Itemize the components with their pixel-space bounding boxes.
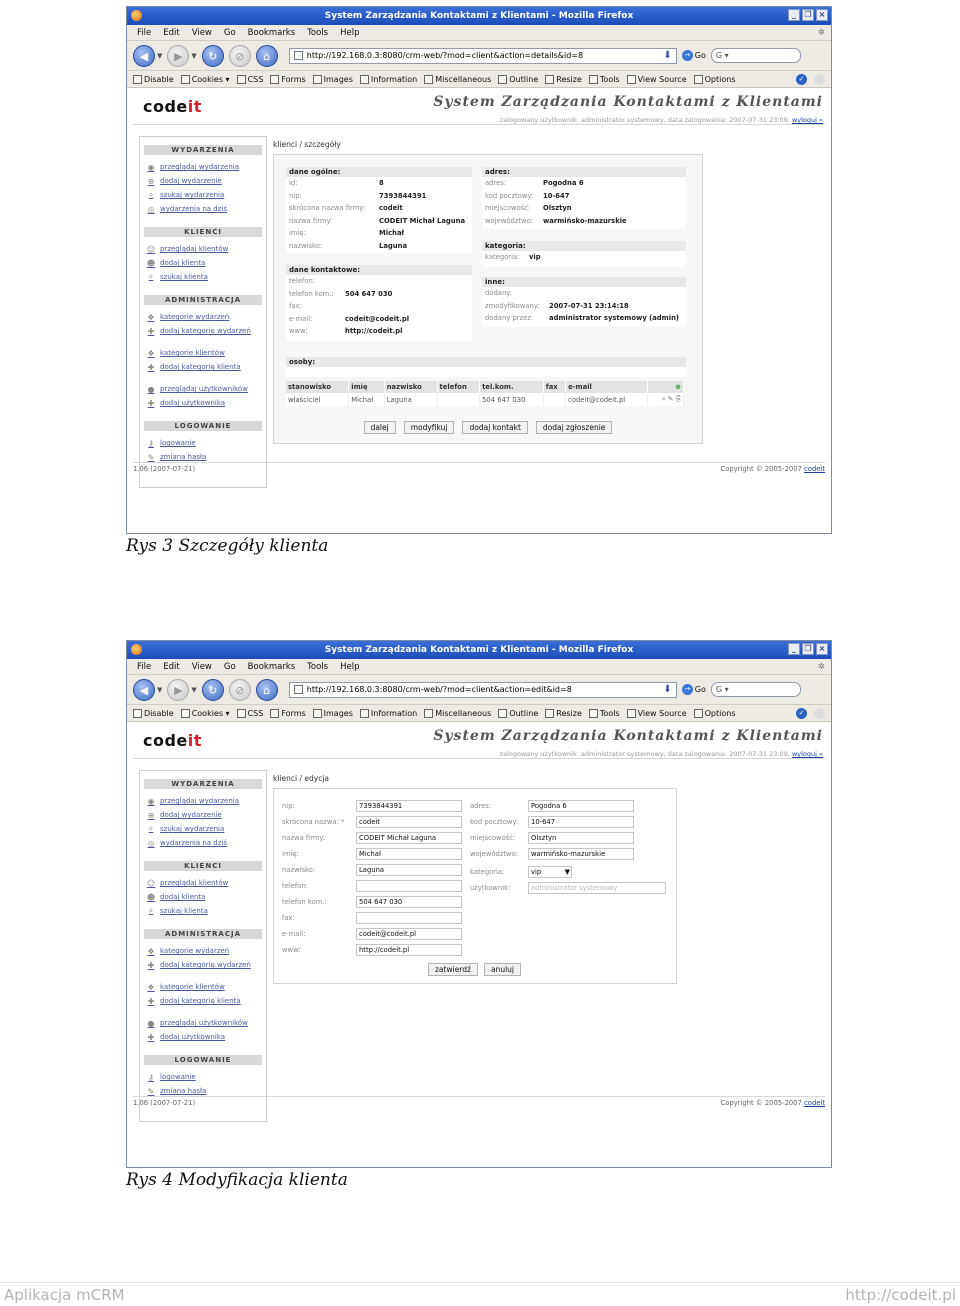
category-select[interactable]: vip ▼ [528, 866, 572, 878]
www-field[interactable]: http://codeit.pl [356, 944, 462, 956]
dev-forms[interactable]: Forms [270, 709, 305, 718]
dev-resize[interactable]: Resize [545, 709, 582, 718]
maximize-button[interactable]: ❐ [802, 9, 814, 21]
menu-tools[interactable]: Tools [307, 661, 329, 672]
sidebar-section-admin: ADMINISTRACJA [144, 929, 262, 939]
outline-icon [498, 709, 507, 718]
general-data-box [286, 167, 472, 253]
sidebar-item-events-today[interactable]: ◎ wydarzenia na dziś [147, 838, 228, 848]
add-contact-button[interactable]: dodaj kontakt [462, 421, 527, 434]
key-icon: ⚷ [148, 438, 154, 448]
field-row: zmodyfikowany: 2007-07-31 23:14:18 [485, 301, 629, 310]
sidebar-item-search-event[interactable]: ⌕ szukaj wydarzenia [144, 188, 262, 202]
menu-go[interactable]: Go [223, 661, 236, 672]
client-edit-form [273, 788, 677, 984]
today-icon: ◎ [147, 838, 155, 848]
contact-data-box [286, 265, 472, 341]
edit-icon: ✎ [667, 395, 674, 403]
sidebar-section-clients: KLIENCI [144, 861, 262, 871]
sidebar-section-events: WYDARZENIA [144, 779, 262, 789]
page-content [127, 88, 831, 497]
system-title: System Zarządzania Kontaktami z Klientami [433, 94, 823, 110]
clients-icon: ☺ [146, 878, 156, 888]
user-info: zalogowany użytkownik: administrator systemowy, data zalogowania: 2007-07-31 23:09, wyloguj » [499, 116, 823, 124]
menu-edit[interactable]: Edit [163, 661, 180, 672]
header-divider [133, 758, 825, 759]
toolbar-close-icon[interactable] [814, 708, 825, 719]
key-icon: ⚷ [148, 1072, 154, 1082]
window-title: System Zarządzania Kontaktami z Klientami - Mozilla Firefox [324, 11, 634, 21]
nip-field[interactable]: 7393844391 [356, 800, 462, 812]
sidebar-item-browse-clients[interactable]: ☺ przeglądaj klientów [146, 244, 229, 254]
sidebar-item-add-event[interactable]: ⊕ dodaj wydarzenie [147, 176, 222, 186]
menu-file[interactable]: File [137, 661, 152, 672]
view-icon: ⌕ [661, 395, 666, 403]
dev-cookies[interactable]: Cookies ▾ [181, 709, 230, 718]
app-footer [133, 462, 825, 473]
section-title: adres: [482, 167, 686, 177]
dev-disable[interactable]: Disable [133, 709, 174, 718]
persons-box [286, 357, 686, 377]
sidebar-section-login: LOGOWANIE [144, 421, 262, 431]
field-row: telefon: [289, 277, 316, 286]
go-button[interactable]: → Go [682, 50, 706, 61]
caption-figure-3: Rys 3 Szczegóły klienta [126, 536, 329, 556]
add-person-icon[interactable]: ⊕ [648, 381, 684, 393]
add-category-icon: ✚ [147, 326, 155, 336]
field-row: telefon kom.: 504 647 030 [289, 289, 393, 298]
field-row: kategoria: vip [485, 253, 541, 262]
reload-button[interactable]: ↻ [202, 679, 224, 701]
page-icon [294, 51, 303, 60]
search-box[interactable]: G ▾ [711, 682, 801, 697]
copyright-text: Copyright © 2005-2007 codeit [720, 465, 825, 473]
lock-icon: ✎ [147, 452, 155, 462]
edit-actions [428, 963, 521, 976]
stop-button[interactable]: ⊘ [229, 679, 251, 701]
first-name-field[interactable]: Michał [356, 848, 462, 860]
dev-resize[interactable]: Resize [545, 75, 582, 84]
miscellaneous-icon [424, 709, 433, 718]
page-content [127, 722, 831, 1131]
app-footer [133, 1096, 825, 1107]
firefox-icon [131, 10, 142, 21]
sidebar-section-admin: ADMINISTRACJA [144, 295, 262, 305]
form-row: e-mail: codeit@codeit.pl [282, 927, 462, 940]
sidebar-item-browse-users[interactable]: ● przeglądaj użytkowników [147, 384, 248, 394]
resize-icon [545, 75, 554, 84]
disable-icon [133, 709, 142, 718]
province-field[interactable]: warmińsko-mazurskie [528, 848, 634, 860]
menu-edit[interactable]: Edit [163, 27, 180, 38]
footer-url[interactable]: http://codeit.pl [845, 1285, 956, 1304]
codeit-link[interactable]: codeit [804, 1099, 825, 1107]
navigation-toolbar [127, 675, 831, 705]
sidebar-item-event-categories[interactable]: ❖ kategorie wydarzeń [147, 946, 230, 956]
form-row: www: http://codeit.pl [282, 943, 462, 956]
modify-button[interactable]: modyfikuj [404, 421, 455, 434]
sidebar-item-browse-users[interactable]: ● przeglądaj użytkowników [147, 1018, 248, 1028]
postal-code-field[interactable]: 10-647 [528, 816, 634, 828]
events-icon: ◉ [147, 162, 155, 172]
version-text: 1.06 (2007-07-21) [133, 465, 196, 473]
form-row: telefon: [282, 879, 462, 892]
dev-options[interactable]: Options [694, 75, 736, 84]
section-title: dane kontaktowe: [286, 265, 472, 275]
sidebar-item-search-event[interactable]: ⌕ szukaj wydarzenia [144, 822, 262, 836]
section-title: osoby: [286, 357, 686, 367]
events-icon: ◉ [147, 796, 155, 806]
menu-tools[interactable]: Tools [307, 27, 329, 38]
sidebar-item-event-categories[interactable]: ❖ kategorie wydarzeń [147, 312, 230, 322]
images-icon [313, 709, 322, 718]
navigation-toolbar [127, 41, 831, 71]
section-title: inne: [482, 277, 686, 287]
forms-icon [270, 709, 279, 718]
window-titlebar [127, 641, 831, 659]
menu-bookmarks[interactable]: Bookmarks [247, 661, 296, 672]
fax-field[interactable] [356, 912, 462, 924]
sidebar [139, 136, 267, 488]
close-button[interactable]: × [816, 643, 828, 655]
category-icon: ❖ [147, 982, 155, 992]
menu-bar [127, 659, 831, 675]
category-icon: ❖ [147, 312, 155, 322]
form-row: skrócona nazwa: * codeit [282, 815, 462, 828]
url-dropdown-icon[interactable]: ⬇ [663, 49, 672, 61]
go-button[interactable]: → Go [682, 684, 706, 695]
url-bar[interactable] [289, 48, 677, 64]
header-divider [133, 124, 825, 125]
options-icon [694, 709, 703, 718]
screenshot-client-details [126, 6, 832, 534]
forward-dropdown-icon[interactable]: ▼ [191, 685, 197, 694]
menu-bar [127, 25, 831, 41]
back-button[interactable]: ◀ [133, 679, 155, 701]
sidebar-item-client-categories[interactable]: ❖ kategorie klientów [147, 348, 225, 358]
codeit-logo: codeit [143, 730, 202, 750]
category-box [482, 241, 686, 267]
reload-button[interactable]: ↻ [202, 45, 224, 67]
url-text: http://192.168.0.3:8080/crm-web/?mod=client&action=details&id=8 [306, 51, 584, 60]
logout-link[interactable]: wyloguj » [791, 116, 823, 124]
cookies-icon [181, 709, 190, 718]
sidebar-item-add-event-category[interactable]: ✚ dodaj kategorię wydarzeń [147, 960, 251, 970]
form-row: adres: Pogodna 6 [470, 799, 634, 812]
field-row: fax: [289, 302, 302, 311]
copyright-text: Copyright © 2005-2007 codeit [720, 1099, 825, 1107]
validation-ok-icon[interactable]: ✓ [796, 708, 807, 719]
sidebar-item-search-client[interactable]: ⌕ szukaj klienta [144, 904, 262, 918]
dev-outline[interactable]: Outline [498, 75, 538, 84]
category-icon: ❖ [147, 348, 155, 358]
sidebar-item-client-categories[interactable]: ❖ kategorie klientów [147, 982, 225, 992]
user-field[interactable]: administrator systemowy [528, 882, 666, 894]
throbber-icon: ✲ [817, 27, 825, 38]
minimize-button[interactable]: _ [788, 643, 800, 655]
form-row: kategoria: vip ▼ [470, 867, 570, 876]
sidebar-item-add-client[interactable]: ☻ dodaj klienta [146, 258, 206, 268]
logout-link[interactable]: wyloguj » [791, 750, 823, 758]
dev-images[interactable]: Images [313, 75, 353, 84]
disable-icon [133, 75, 142, 84]
caption-figure-4: Rys 4 Modyfikacja klienta [126, 1170, 348, 1190]
section-title: dane ogólne: [286, 167, 472, 177]
menu-go[interactable]: Go [223, 27, 236, 38]
url-bar[interactable] [289, 682, 677, 698]
form-row: imię: Michał [282, 847, 462, 860]
company-name-field[interactable]: CODEIT Michał Laguna [356, 832, 462, 844]
home-button[interactable]: ⌂ [256, 679, 278, 701]
add-event-icon: ⊕ [147, 176, 155, 186]
dev-view-source[interactable]: View Source [627, 709, 687, 718]
outline-icon [498, 75, 507, 84]
search-icon: ⌕ [148, 190, 154, 199]
information-icon [360, 709, 369, 718]
persons-table [286, 381, 684, 406]
add-client-icon: ☻ [146, 258, 156, 268]
footer-app-name: Aplikacja mCRM [4, 1285, 125, 1304]
view-source-icon [627, 75, 636, 84]
page-icon [294, 685, 303, 694]
details-actions [274, 421, 702, 434]
sidebar-item-add-event[interactable]: ⊕ dodaj wydarzenie [147, 810, 222, 820]
table-header-row: stanowisko imię nazwisko telefon tel.kom. fax e-mail ⊕ [286, 381, 684, 393]
form-row: nazwisko: Laguna [282, 863, 462, 876]
dev-tools[interactable]: Tools [589, 75, 620, 84]
add-event-icon: ⊕ [147, 810, 155, 820]
add-category-icon: ✚ [147, 362, 155, 372]
other-box [482, 277, 686, 327]
go-icon: → [682, 50, 693, 61]
url-text: http://192.168.0.3:8080/crm-web/?mod=client&action=edit&id=8 [306, 685, 572, 694]
field-row: nazwisko: Laguna [289, 241, 408, 250]
row-action-icons[interactable] [648, 393, 684, 406]
dev-information[interactable]: Information [360, 709, 417, 718]
add-user-icon: ✚ [147, 398, 155, 408]
confirm-button[interactable]: zatwierdź [428, 963, 478, 976]
maximize-button[interactable]: ❐ [802, 643, 814, 655]
short-name-field[interactable]: codeit [356, 816, 462, 828]
dev-tools[interactable]: Tools [589, 709, 620, 718]
resize-icon [545, 709, 554, 718]
menu-help[interactable]: Help [340, 27, 360, 38]
form-row: użytkownik: administrator systemowy [470, 881, 666, 894]
search-icon: ⌕ [148, 824, 154, 833]
today-icon: ◎ [147, 204, 155, 214]
dev-css[interactable]: CSS [237, 709, 264, 718]
sidebar-item-browse-clients[interactable]: ☺ przeglądaj klientów [146, 878, 229, 888]
url-dropdown-icon[interactable]: ⬇ [663, 683, 672, 695]
form-row: miejscowość: Olsztyn [470, 831, 634, 844]
web-developer-toolbar [127, 705, 831, 722]
sidebar-section-login: LOGOWANIE [144, 1055, 262, 1065]
forward-button[interactable]: ▶ [167, 45, 189, 67]
address-field[interactable]: Pogodna 6 [528, 800, 634, 812]
field-row: nip: 7393844391 [289, 191, 427, 200]
users-icon: ● [147, 1018, 155, 1028]
lock-icon: ✎ [147, 1086, 155, 1096]
screenshot-client-edit [126, 640, 832, 1168]
miscellaneous-icon [424, 75, 433, 84]
sidebar-section-events: WYDARZENIA [144, 145, 262, 155]
sidebar-item-change-password[interactable]: ✎ zmiana hasła [147, 1086, 207, 1096]
tools-icon [589, 709, 598, 718]
mobile-field[interactable]: 504 647 030 [356, 896, 462, 908]
form-row: telefon kom.: 504 647 030 [282, 895, 462, 908]
sidebar [139, 770, 267, 1122]
form-row: nip: 7393844391 [282, 799, 462, 812]
field-row: imię: Michał [289, 229, 405, 238]
sidebar-item-search-client[interactable]: ⌕ szukaj klienta [144, 270, 262, 284]
back-dropdown-icon[interactable]: ▼ [157, 685, 163, 694]
breadcrumb: klienci / edycja [273, 774, 329, 783]
back-dropdown-icon[interactable]: ▼ [157, 51, 163, 60]
sidebar-item-browse-events[interactable]: ◉ przeglądaj wydarzenia [147, 796, 240, 806]
version-text: 1.06 (2007-07-21) [133, 1099, 196, 1107]
css-icon [237, 75, 246, 84]
search-icon: ⌕ [148, 272, 154, 281]
field-row: www: http://codeit.pl [289, 327, 403, 336]
add-ticket-button[interactable]: dodaj zgłoszenie [536, 421, 613, 434]
system-title: System Zarządzania Kontaktami z Klientami [433, 728, 823, 744]
field-row: nazwa firmy: CODEIT Michał Laguna [289, 216, 466, 225]
forms-icon [270, 75, 279, 84]
last-name-field[interactable]: Laguna [356, 864, 462, 876]
minimize-button[interactable]: _ [788, 9, 800, 21]
field-row: dodany przez: administrator systemowy (admin) [485, 314, 680, 323]
dev-disable[interactable]: Disable [133, 75, 174, 84]
clients-icon: ☺ [146, 244, 156, 254]
sidebar-item-add-client-category[interactable]: ✚ dodaj kategorię klienta [147, 362, 241, 372]
home-button[interactable]: ⌂ [256, 45, 278, 67]
add-user-icon: ✚ [147, 1032, 155, 1042]
web-developer-toolbar [127, 71, 831, 88]
field-row: dodany: [485, 289, 513, 298]
sidebar-item-add-event-category[interactable]: ✚ dodaj kategorię wydarzeń [147, 326, 251, 336]
window-titlebar [127, 7, 831, 25]
field-row: kod pocztowy: 10-647 [485, 191, 570, 200]
dev-cookies[interactable]: Cookies ▾ [181, 75, 230, 84]
dev-view-source[interactable]: View Source [627, 75, 687, 84]
codeit-logo: codeit [143, 96, 202, 116]
forward-dropdown-icon[interactable]: ▼ [191, 51, 197, 60]
firefox-icon [131, 644, 142, 655]
sidebar-item-add-user[interactable]: ✚ dodaj użytkownika [147, 398, 226, 408]
sidebar-item-browse-events[interactable]: ◉ przeglądaj wydarzenia [147, 162, 240, 172]
dev-options[interactable]: Options [694, 709, 736, 718]
field-row: województwo: warmińsko-mazurskie [485, 216, 627, 225]
cancel-button[interactable]: anuluj [484, 963, 521, 976]
app-header [127, 722, 831, 758]
options-icon [694, 75, 703, 84]
sidebar-item-login[interactable]: ⚷ logowanie [144, 1070, 262, 1084]
add-client-icon: ☻ [146, 892, 156, 902]
sidebar-item-change-password[interactable]: ✎ zmiana hasła [147, 452, 207, 462]
field-row: miejscowość: Olsztyn [485, 204, 572, 213]
view-source-icon [627, 709, 636, 718]
dev-forms[interactable]: Forms [270, 75, 305, 84]
form-row: województwo: warmińsko-mazurskie [470, 847, 634, 860]
menu-view[interactable]: View [191, 661, 212, 672]
client-details-panel [273, 154, 703, 444]
phone-field[interactable] [356, 880, 462, 892]
sidebar-item-add-client[interactable]: ☻ dodaj klienta [146, 892, 206, 902]
validation-ok-icon[interactable]: ✓ [796, 74, 807, 85]
delete-icon: ⎘ [675, 395, 681, 403]
form-row: kod pocztowy: 10-647 [470, 815, 634, 828]
search-icon: ⌕ [148, 906, 154, 915]
dev-miscellaneous[interactable]: Miscellaneous [424, 709, 491, 718]
sidebar-item-events-today[interactable]: ◎ wydarzenia na dziś [147, 204, 228, 214]
app-header [127, 88, 831, 124]
field-row: adres: Pogodna 6 [485, 179, 584, 188]
form-row: nazwa firmy: CODEIT Michał Laguna [282, 831, 462, 844]
search-engine-icon: G [715, 51, 723, 60]
codeit-link[interactable]: codeit [804, 465, 825, 473]
dev-miscellaneous[interactable]: Miscellaneous [424, 75, 491, 84]
menu-view[interactable]: View [191, 27, 212, 38]
sidebar-section-clients: KLIENCI [144, 227, 262, 237]
menu-file[interactable]: File [137, 27, 152, 38]
user-info: zalogowany użytkownik: administrator systemowy, data zalogowania: 2007-07-31 23:09, wyloguj » [499, 750, 823, 758]
address-box [482, 167, 686, 229]
tools-icon [589, 75, 598, 84]
section-title: kategoria: [482, 241, 686, 251]
dev-outline[interactable]: Outline [498, 709, 538, 718]
city-field[interactable]: Olsztyn [528, 832, 634, 844]
sidebar-item-login[interactable]: ⚷ logowanie [144, 436, 262, 450]
category-icon: ❖ [147, 946, 155, 956]
form-row: fax: [282, 911, 462, 924]
sidebar-item-add-user[interactable]: ✚ dodaj użytkownika [147, 1032, 226, 1042]
next-button[interactable]: dalej [364, 421, 396, 434]
menu-bookmarks[interactable]: Bookmarks [247, 27, 296, 38]
search-engine-icon: G [715, 685, 723, 694]
table-row: właściciel Michał Laguna 504 647 030 codeit@codeit.pl ⌕ ✎ ⎘ [286, 393, 684, 406]
toolbar-close-icon[interactable] [814, 74, 825, 85]
email-field[interactable]: codeit@codeit.pl [356, 928, 462, 940]
sidebar-item-add-client-category[interactable]: ✚ dodaj kategorię klienta [147, 996, 241, 1006]
page-footer [0, 1282, 960, 1306]
field-row: id: 8 [289, 179, 384, 188]
css-icon [237, 709, 246, 718]
back-button[interactable]: ◀ [133, 45, 155, 67]
throbber-icon: ✲ [817, 661, 825, 672]
stop-button[interactable]: ⊘ [229, 45, 251, 67]
go-icon: → [682, 684, 693, 695]
menu-help[interactable]: Help [340, 661, 360, 672]
cookies-icon [181, 75, 190, 84]
close-button[interactable]: × [816, 9, 828, 21]
add-category-icon: ✚ [147, 960, 155, 970]
users-icon: ● [147, 384, 155, 394]
dev-information[interactable]: Information [360, 75, 417, 84]
search-box[interactable]: G ▾ [711, 48, 801, 63]
field-row: skrócona nazwa firmy: codeit [289, 204, 403, 213]
chevron-down-icon: ▼ [564, 867, 570, 876]
dev-css[interactable]: CSS [237, 75, 264, 84]
images-icon [313, 75, 322, 84]
window-title: System Zarządzania Kontaktami z Klientami - Mozilla Firefox [324, 645, 634, 655]
forward-button[interactable]: ▶ [167, 679, 189, 701]
breadcrumb: klienci / szczegóły [273, 140, 341, 149]
dev-images[interactable]: Images [313, 709, 353, 718]
add-category-icon: ✚ [147, 996, 155, 1006]
information-icon [360, 75, 369, 84]
field-row: e-mail: codeit@codeit.pl [289, 314, 410, 323]
